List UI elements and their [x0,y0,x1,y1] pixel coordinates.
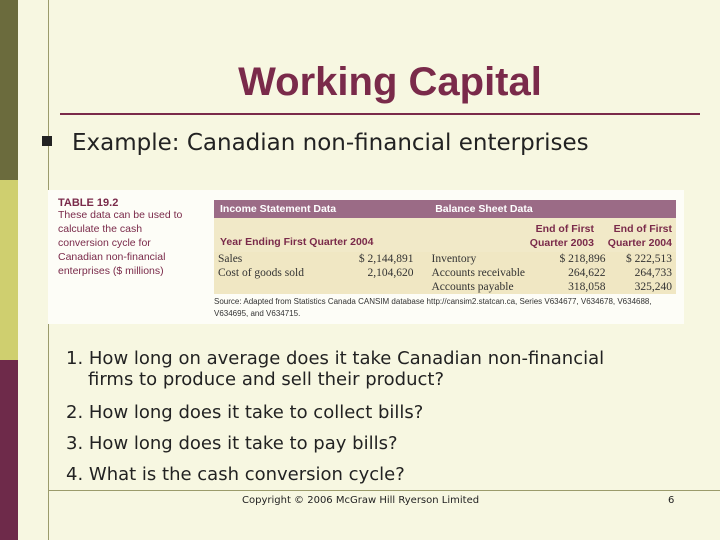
question-3: 3. How long does it take to pay bills? [66,433,398,454]
col-first-2004: End of First Quarter 2004 [607,223,672,249]
left-band-bottom [0,360,18,540]
page-number: 6 [668,495,675,506]
table-row [214,252,676,266]
question-1-line-2: firms to produce and sell their product? [88,369,445,390]
bullet-square-icon [42,136,52,146]
slide-title: Working Capital [238,60,542,104]
value-2003: 318,058 [568,281,606,293]
income-header: Income Statement Data [220,203,337,215]
value-2004: 264,733 [634,267,672,279]
year-label: Year Ending First Quarter 2004 [220,236,374,248]
table-caption: These data can be used to calculate the cash conversion cycle for Canadian non-financial enterprises ($ millions) [58,209,183,277]
question-4: 4. What is the cash conversion cycle? [66,464,405,485]
table-body [214,252,676,294]
income-value: $ 2,144,891 [358,253,414,265]
value-2004: $ 222,513 [626,253,672,265]
table-row [214,280,676,294]
question-2: 2. How long does it take to collect bills? [66,402,424,423]
bullet-text: Example: Canadian non-financial enterprises [72,130,589,156]
table-header-row [214,200,676,218]
table-row [214,266,676,280]
table-figure [48,190,684,324]
question-1-line-1: 1. How long on average does it take Canadian non-financial [66,348,605,369]
income-label: Sales [218,253,243,265]
value-2003: 264,622 [568,267,606,279]
balance-label: Inventory [431,253,477,265]
income-label [214,280,308,294]
col-first-2003: End of First Quarter 2003 [529,223,594,249]
income-value: 2,104,620 [367,267,414,279]
left-band-middle [0,180,18,360]
title-underline [60,113,700,115]
data-table [214,200,676,294]
income-label: Cost of goods sold [218,267,304,279]
value-2004: 325,240 [634,281,672,293]
value-2003: $ 218,896 [559,253,606,265]
table-number: TABLE 19.2 [58,197,119,209]
table-subheader [214,218,676,252]
income-value [308,280,422,294]
table-source: Source: Adapted from Statistics Canada CANSIM database http://cansim2.statcan.ca, Series V634677, V634678, V634688, V634695, and V634715. [214,297,652,318]
footer-rule [48,490,720,491]
balance-label: Accounts receivable [431,267,526,279]
balance-label: Accounts payable [431,281,514,293]
copyright-text: Copyright © 2006 McGraw Hill Ryerson Limited [242,495,480,506]
balance-header: Balance Sheet Data [435,203,533,215]
left-band-top [0,0,18,180]
